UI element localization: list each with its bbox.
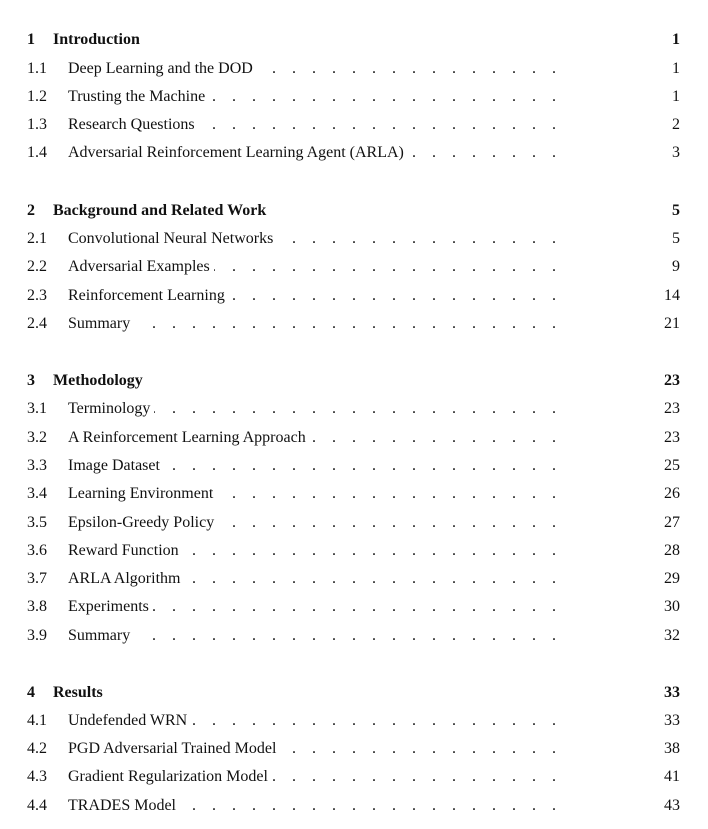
section-number: 1.3 [27,116,47,133]
section-title: Summary [68,624,134,648]
section-number: 2.4 [27,315,47,332]
chapter-title: Methodology [53,369,147,393]
section-title: Gradient Regularization Model [68,765,272,789]
toc-section-3-9[interactable] [0,624,708,648]
section-title: A Reinforcement Learning Approach [68,426,310,450]
section-title: Undefended WRN [68,709,191,733]
toc-section-3-5[interactable] [0,511,708,535]
section-page: 1 [672,60,680,77]
section-title: Image Dataset [68,454,164,478]
section-number: 1.2 [27,88,47,105]
section-page: 41 [664,768,680,785]
section-title: Convolutional Neural Networks [68,227,277,251]
section-title: Trusting the Machine [68,85,209,109]
chapter-number: 4 [27,684,35,701]
toc-section-1-2[interactable] [0,85,708,109]
section-page: 2 [672,116,680,133]
toc-section-2-2[interactable] [0,255,708,279]
section-title: Adversarial Examples [68,255,214,279]
section-number: 3.2 [27,429,47,446]
section-title: Reinforcement Learning [68,284,229,308]
toc-chapter-1[interactable] [0,28,708,52]
section-title: TRADES Model [68,794,180,818]
section-title: Terminology [68,397,154,421]
section-title: ARLA Algorithm [68,567,184,591]
section-page: 9 [672,258,680,275]
section-number: 2.3 [27,287,47,304]
section-number: 2.1 [27,230,47,247]
section-title: Summary [68,312,134,336]
chapter-page: 33 [664,684,680,701]
toc-section-2-3[interactable] [0,284,708,308]
section-page: 29 [664,570,680,587]
section-title: Research Questions [68,113,199,137]
chapter-title: Background and Related Work [53,199,270,223]
toc-chapter-3[interactable] [0,369,708,393]
toc-section-3-6[interactable] [0,539,708,563]
section-number: 4.2 [27,740,47,757]
toc-section-2-4[interactable] [0,312,708,336]
dot-leader [72,312,632,336]
section-page: 23 [664,429,680,446]
section-number: 2.2 [27,258,47,275]
section-page: 32 [664,627,680,644]
section-page: 5 [672,230,680,247]
section-number: 4.1 [27,712,47,729]
section-page: 21 [664,315,680,332]
toc-section-4-1[interactable] [0,709,708,733]
section-page: 33 [664,712,680,729]
toc-section-4-2[interactable] [0,737,708,761]
section-number: 3.6 [27,542,47,559]
dot-leader [72,624,632,648]
section-title: Epsilon-Greedy Policy [68,511,218,535]
section-number: 1.4 [27,144,47,161]
toc-section-3-2[interactable] [0,426,708,450]
chapter-number: 2 [27,202,35,219]
toc-chapter-2[interactable] [0,199,708,223]
section-number: 3.4 [27,485,47,502]
section-title: Adversarial Reinforcement Learning Agent (ARLA) [68,141,408,165]
section-page: 1 [672,88,680,105]
chapter-number: 1 [27,31,35,48]
section-page: 43 [664,797,680,814]
toc-section-2-1[interactable] [0,227,708,251]
section-page: 30 [664,598,680,615]
chapter-page: 5 [672,202,680,219]
section-page: 14 [664,287,680,304]
dot-leader [72,595,632,619]
toc-chapter-4[interactable] [0,681,708,705]
toc-section-3-8[interactable] [0,595,708,619]
section-page: 38 [664,740,680,757]
section-number: 3.5 [27,514,47,531]
section-number: 1.1 [27,60,47,77]
chapter-page: 1 [672,31,680,48]
toc-section-3-7[interactable] [0,567,708,591]
section-title: PGD Adversarial Trained Model [68,737,280,761]
dot-leader [72,397,632,421]
toc-section-1-1[interactable] [0,57,708,81]
section-page: 3 [672,144,680,161]
section-page: 25 [664,457,680,474]
section-number: 4.4 [27,797,47,814]
toc-section-4-3[interactable] [0,765,708,789]
chapter-number: 3 [27,372,35,389]
section-page: 28 [664,542,680,559]
section-title: Deep Learning and the DOD [68,57,257,81]
toc-section-4-4[interactable] [0,794,708,818]
section-number: 3.3 [27,457,47,474]
section-number: 3.1 [27,400,47,417]
chapter-title: Introduction [53,28,144,52]
section-page: 23 [664,400,680,417]
toc-section-3-4[interactable] [0,482,708,506]
section-number: 4.3 [27,768,47,785]
chapter-page: 23 [664,372,680,389]
toc-section-1-3[interactable] [0,113,708,137]
section-number: 3.8 [27,598,47,615]
chapter-title: Results [53,681,107,705]
section-title: Reward Function [68,539,183,563]
toc-section-3-1[interactable] [0,397,708,421]
section-page: 27 [664,514,680,531]
section-title: Learning Environment [68,482,217,506]
toc-section-1-4[interactable] [0,141,708,165]
section-number: 3.7 [27,570,47,587]
section-number: 3.9 [27,627,47,644]
section-title: Experiments [68,595,153,619]
toc-section-3-3[interactable] [0,454,708,478]
section-page: 26 [664,485,680,502]
